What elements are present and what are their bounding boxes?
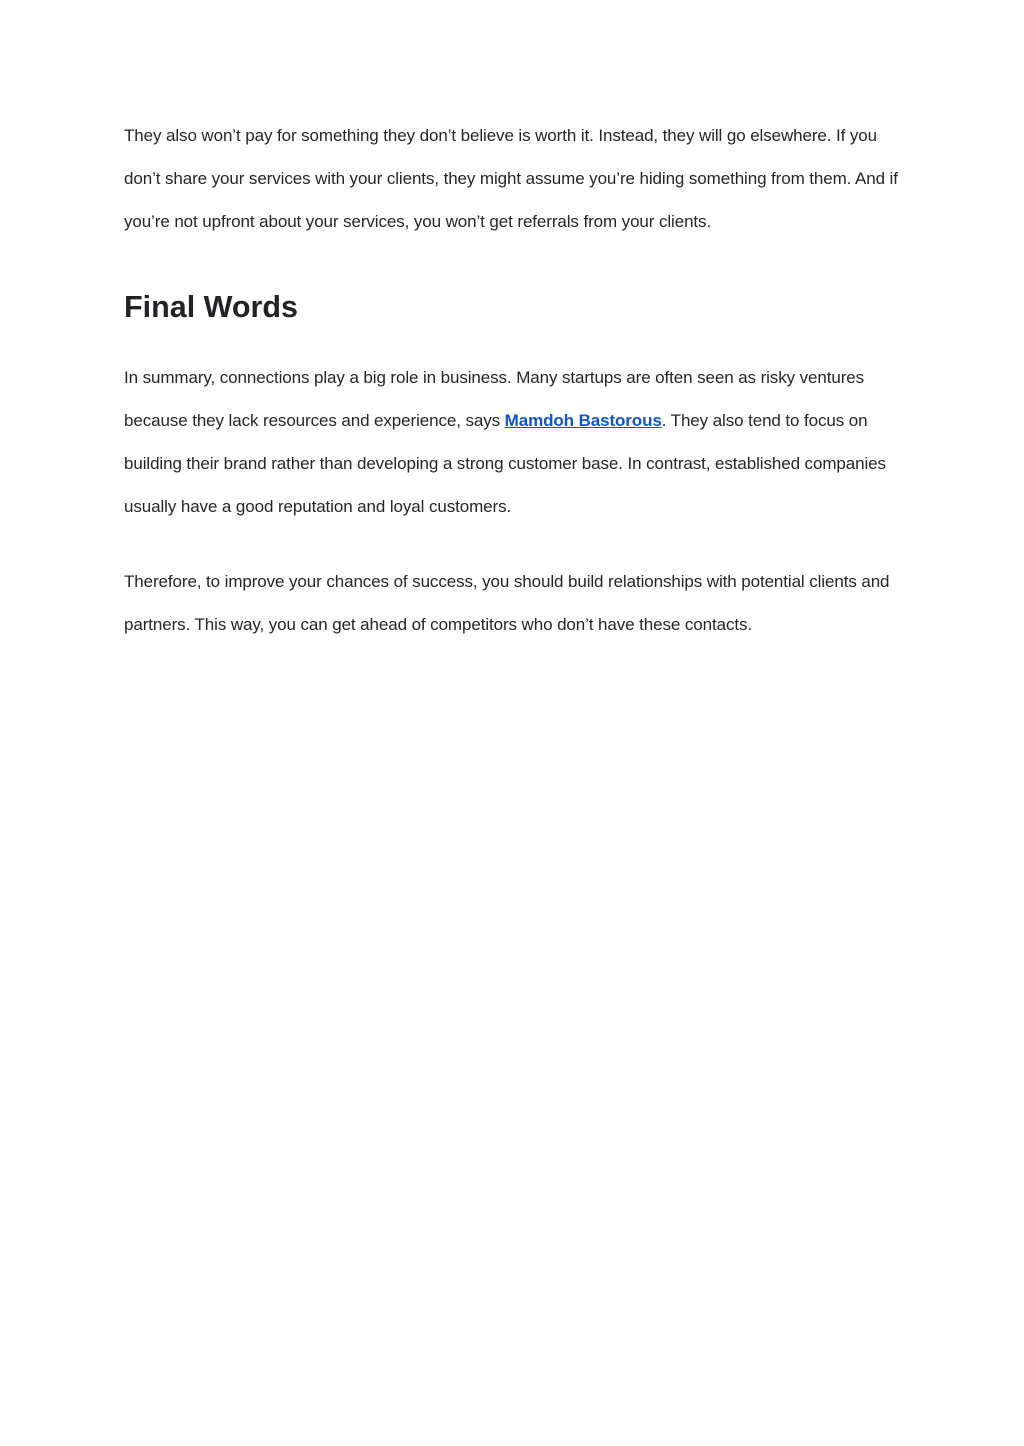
summary-text-after-link: . They also tend to focus on building their brand rather than developing a strong customer base. In contrast, established companies usually have a good reputation and loyal customers.	[124, 411, 886, 516]
closing-paragraph: Therefore, to improve your chances of success, you should build relationships with potential clients and partners. This way, you can get ahead of competitors who don’t have these contacts.	[124, 572, 890, 634]
document-page	[124, 114, 914, 646]
section-heading-final-words: Final Words	[124, 290, 298, 324]
author-link[interactable]: Mamdoh Bastorous	[504, 411, 662, 430]
summary-text-before-link: In summary, connections play a big role in business. Many startups are often seen as risky ventures because they lack resources and experience, says	[124, 368, 865, 430]
summary-paragraph	[124, 356, 914, 528]
intro-paragraph: They also won’t pay for something they don’t believe is worth it. Instead, they will go elsewhere. If you don’t share your services with your clients, they might assume you’re hiding something from them. And if you’re not upfront about your services, you won’t get referrals from your clients.	[124, 126, 898, 231]
